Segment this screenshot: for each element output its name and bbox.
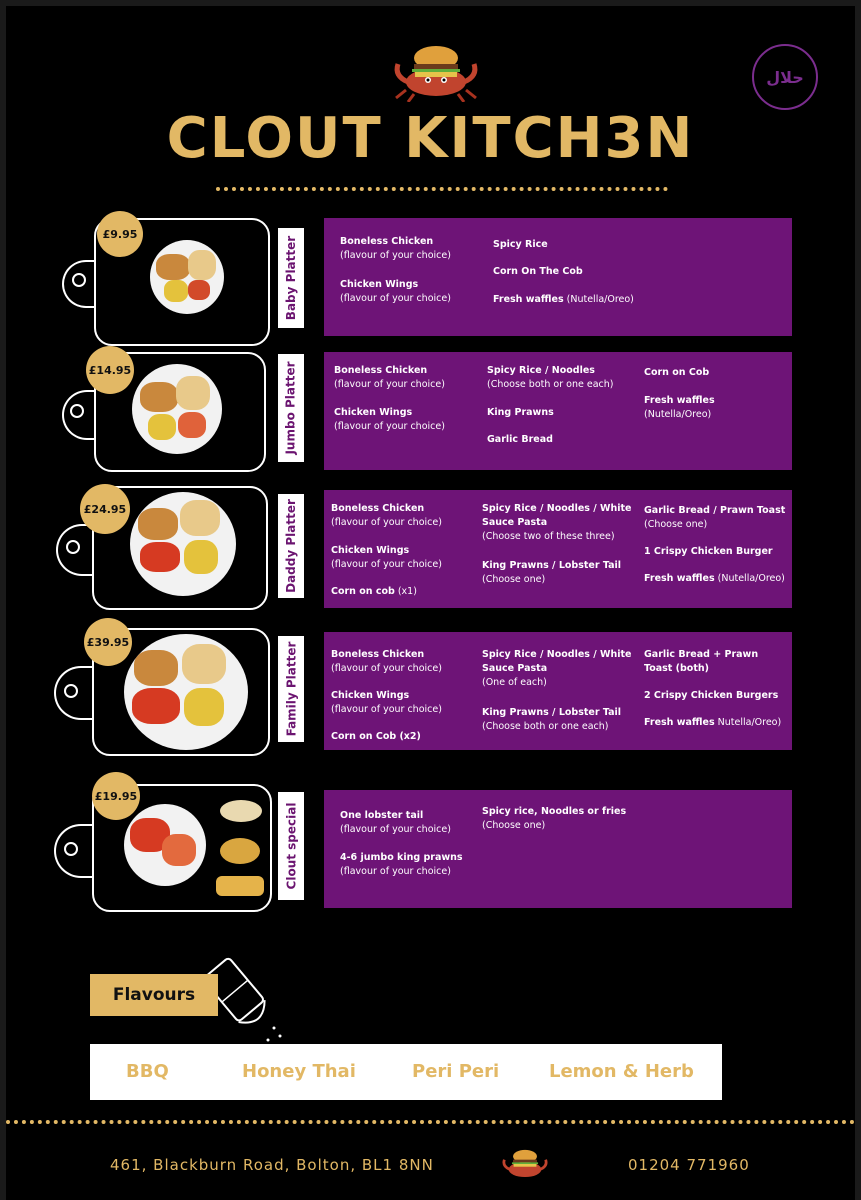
platter-panel-clout-special	[324, 790, 792, 908]
menu-item: King Prawns	[487, 407, 554, 418]
halal-badge: حلال	[752, 44, 818, 110]
footer-address: 461, Blackburn Road, Bolton, BL1 8NN	[110, 1156, 434, 1174]
menu-item: Garlic Bread / Prawn Toast (Choose one)	[644, 505, 786, 530]
price-badge: £24.95	[80, 484, 130, 534]
menu-item: Chicken Wings (flavour of your choice)	[340, 279, 451, 304]
menu-item: Boneless Chicken (flavour of your choice)	[331, 649, 442, 674]
flavour-item: Honey Thai	[242, 1061, 356, 1082]
menu-item: Chicken Wings (flavour of your choice)	[331, 545, 442, 570]
platter-panel-daddy	[324, 490, 792, 608]
menu-item: Spicy Rice	[493, 239, 548, 250]
platter-image	[124, 634, 248, 750]
platter-name-label: Daddy Platter	[278, 494, 304, 598]
platter-image	[130, 492, 236, 596]
platter-image	[124, 804, 206, 886]
divider-dotted	[216, 187, 668, 191]
menu-item: Boneless Chicken (flavour of your choice)	[334, 365, 445, 390]
board-hole	[72, 273, 86, 287]
menu-item: Chicken Wings (flavour of your choice)	[334, 407, 445, 432]
menu-item: Fresh waffles (Nutella/Oreo)	[644, 395, 715, 420]
platter-name-label: Family Platter	[278, 636, 304, 742]
flavour-item: Lemon & Herb	[549, 1061, 694, 1082]
price-badge: £19.95	[92, 772, 140, 820]
menu-item: 4-6 jumbo king prawns (flavour of your choice)	[340, 852, 463, 877]
burger-crab-logo-icon	[500, 1146, 550, 1182]
menu-item: 1 Crispy Chicken Burger	[644, 546, 773, 557]
menu-item: Boneless Chicken (flavour of your choice)	[340, 236, 451, 261]
menu-item: 2 Crispy Chicken Burgers	[644, 690, 779, 701]
menu-item: Corn on Cob (x2)	[331, 731, 421, 742]
menu-item: Chicken Wings (flavour of your choice)	[331, 690, 442, 715]
platter-panel-family	[324, 632, 792, 750]
price-badge: £39.95	[84, 618, 132, 666]
divider-dotted	[6, 1120, 855, 1124]
board-hole	[64, 684, 78, 698]
platter-image	[150, 240, 224, 314]
platter-panel-jumbo	[324, 352, 792, 470]
platter-name-label: Clout special	[278, 792, 304, 900]
menu-item: King Prawns / Lobster Tail (Choose one)	[482, 560, 622, 585]
menu-item: Spicy rice, Noodles or fries (Choose one)	[482, 806, 627, 831]
board-hole	[70, 404, 84, 418]
menu-item: Fresh waffles (Nutella/Oreo)	[493, 294, 634, 305]
menu-item: Corn on Cob	[644, 367, 710, 378]
footer-phone: 01204 771960	[628, 1156, 750, 1174]
menu-item: Fresh waffles Nutella/Oreo)	[644, 717, 782, 728]
flavour-item: Peri Peri	[412, 1061, 500, 1082]
menu-item: Corn on cob (x1)	[331, 586, 417, 597]
menu-item: Spicy Rice / Noodles (Choose both or one each)	[487, 365, 614, 390]
menu-item: Spicy Rice / Noodles / White Sauce Pasta (One of each)	[482, 649, 632, 688]
menu-item: Garlic Bread	[487, 434, 553, 445]
menu-item: Boneless Chicken (flavour of your choice)	[331, 503, 442, 528]
menu-item: Garlic Bread + Prawn Toast (both)	[644, 649, 759, 674]
board-hole	[66, 540, 80, 554]
menu-item: King Prawns / Lobster Tail (Choose both or one each)	[482, 707, 622, 732]
platter-name-label: Jumbo Platter	[278, 354, 304, 462]
price-badge: £14.95	[86, 346, 134, 394]
flavours-heading: Flavours	[90, 974, 218, 1016]
platter-name-label: Baby Platter	[278, 228, 304, 328]
price-badge: £9.95	[97, 211, 143, 257]
side-noodles-image	[220, 838, 260, 864]
flavours-bar	[90, 1044, 722, 1100]
menu-item: One lobster tail (flavour of your choice)	[340, 810, 451, 835]
menu-page	[6, 6, 855, 1200]
flavour-item: BBQ	[126, 1061, 169, 1082]
menu-item: Spicy Rice / Noodles / White Sauce Pasta (Choose two of these three)	[482, 503, 632, 542]
burger-crab-logo-icon	[390, 42, 482, 102]
menu-item: Corn On The Cob	[493, 266, 583, 277]
board-hole	[64, 842, 78, 856]
brand-title: CLOUT KITCH3N	[166, 106, 695, 171]
side-fries-image	[216, 876, 264, 896]
menu-item: Fresh waffles (Nutella/Oreo)	[644, 573, 785, 584]
platter-panel-baby	[324, 218, 792, 336]
platter-image	[132, 364, 222, 454]
side-rice-image	[220, 800, 262, 822]
